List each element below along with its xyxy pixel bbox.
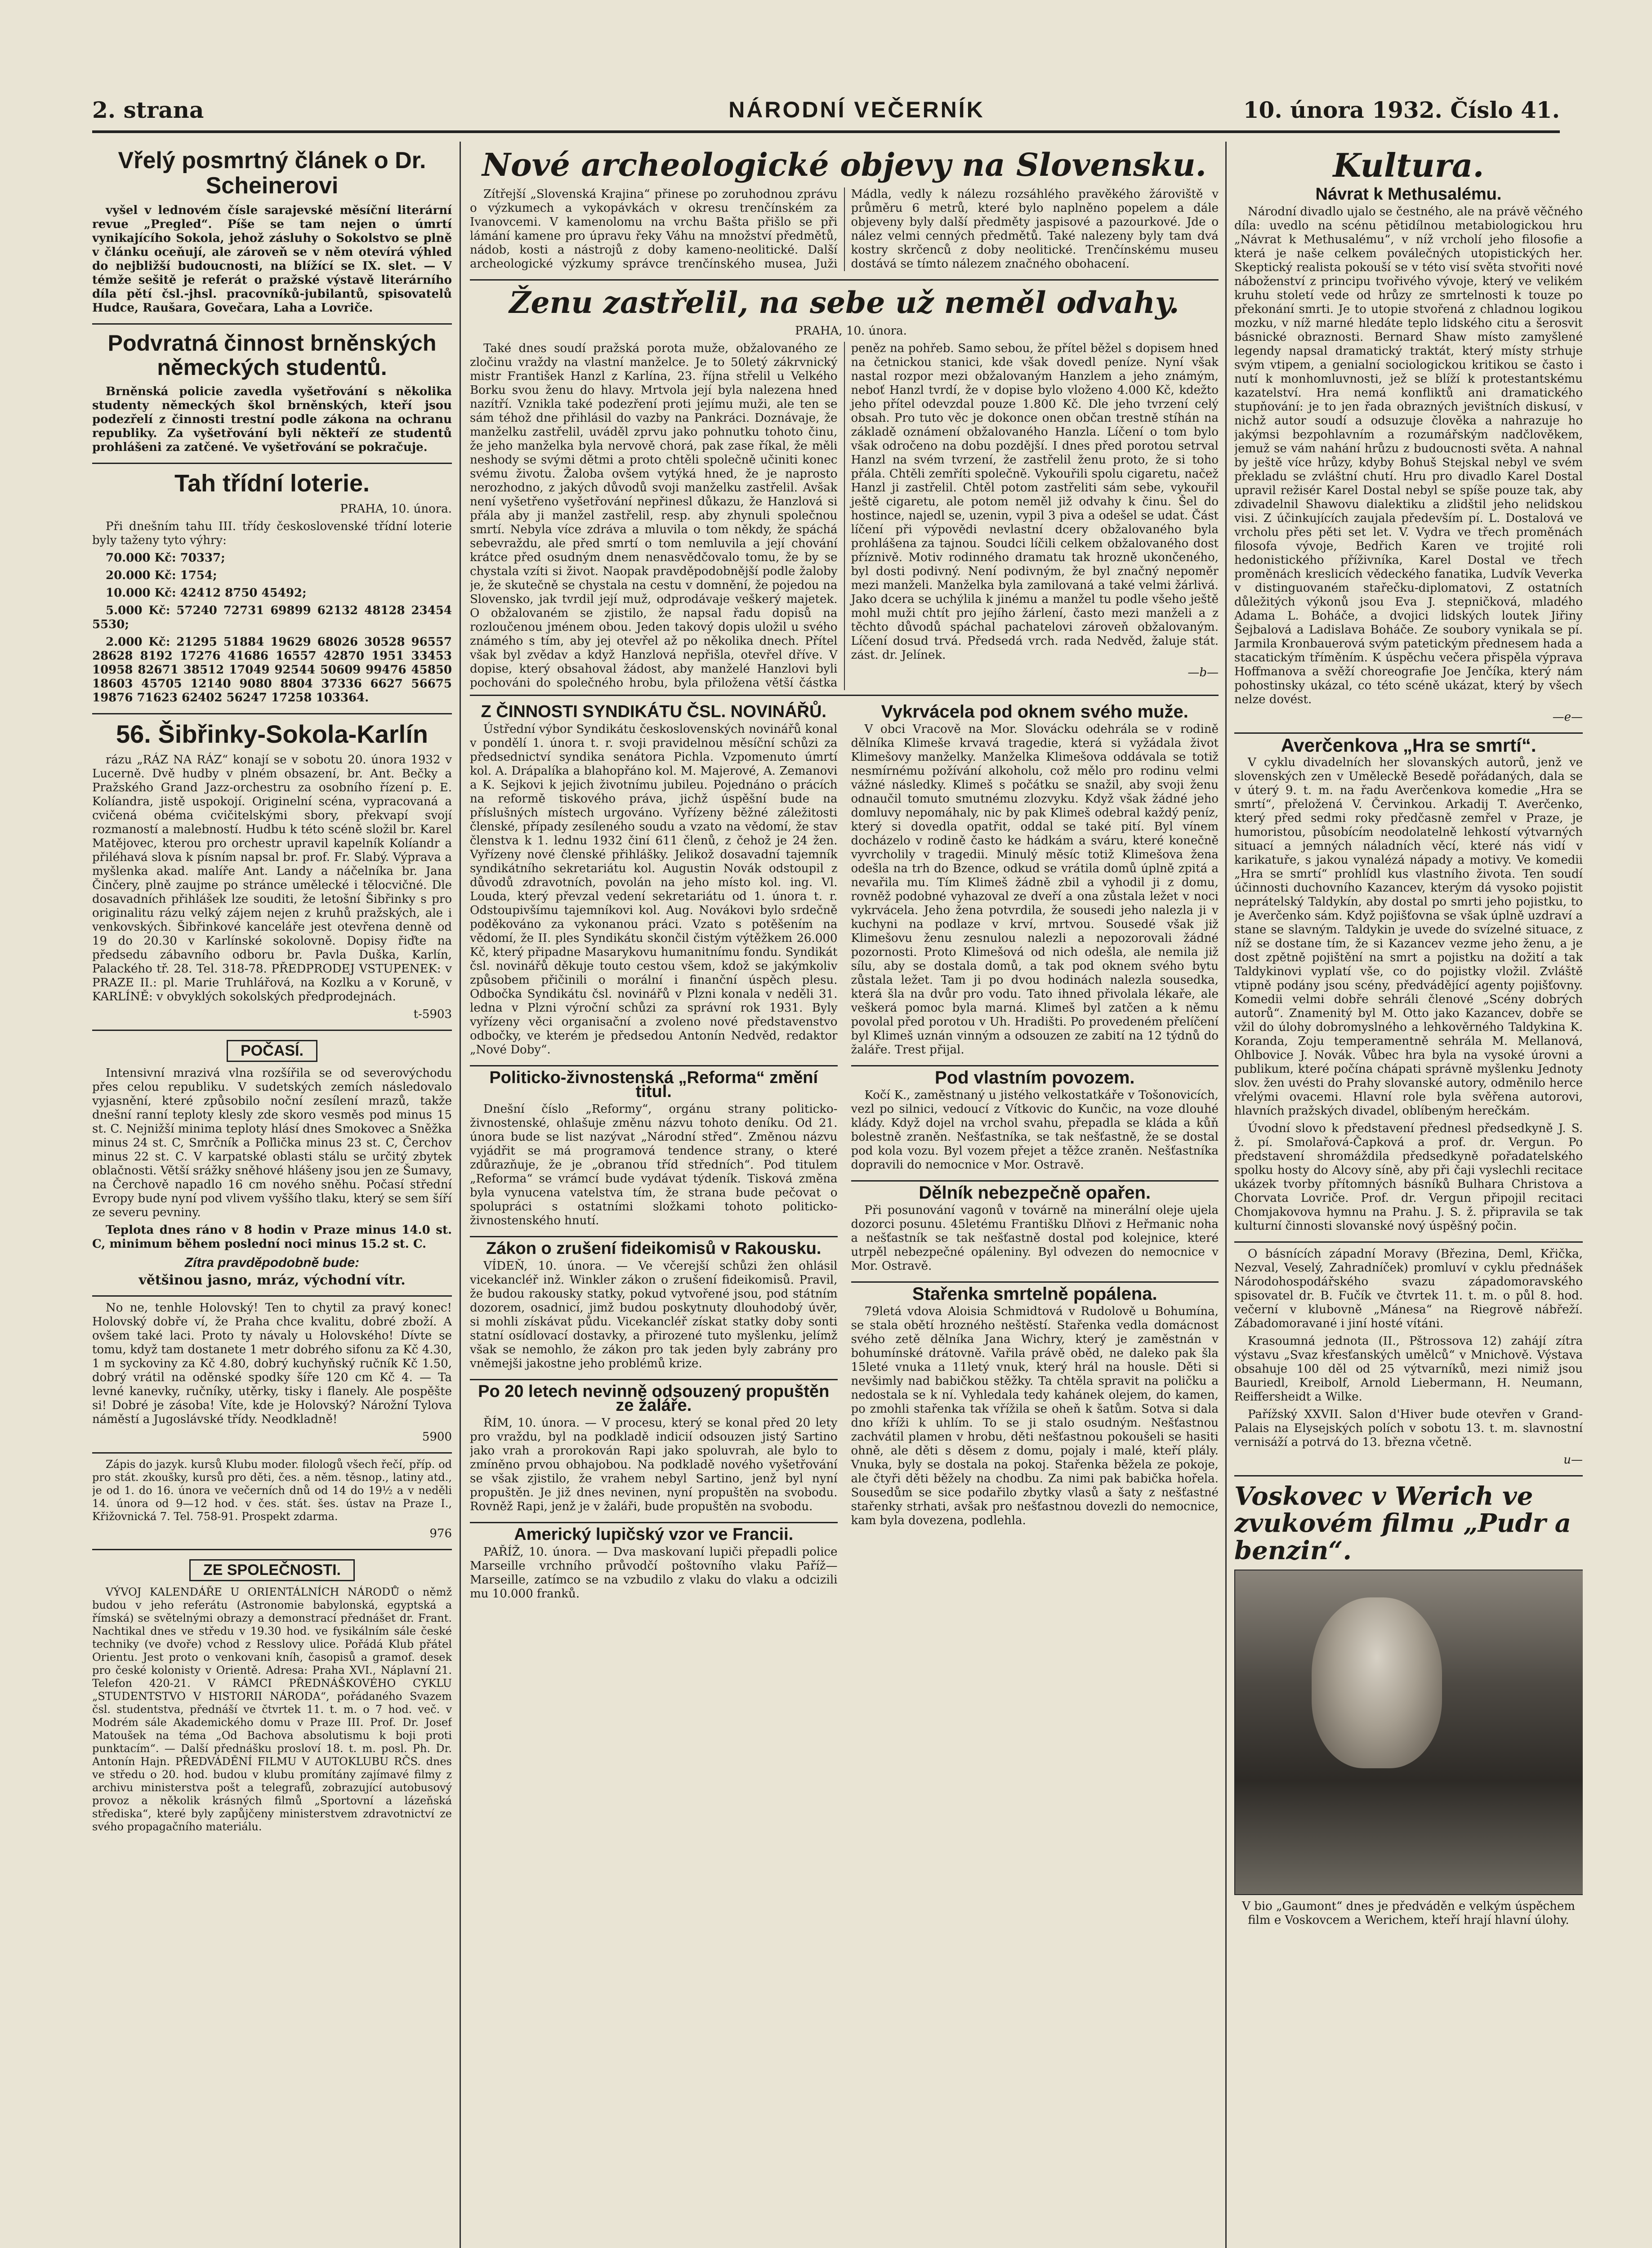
weather-temperature: Teplota dnes ráno v 8 hodin v Praze minus 14.0 st. C, minimum během poslední noci minus 15.2 st. C. [92,1223,452,1251]
photo-caption: V bio „Gaumont“ dnes je předváděn e velkým úspěchem film e Voskovcem a Werichem, kteří hrají hlavní úlohy. [1242,1900,1575,1927]
article-body: vyšel v lednovém čísle sarajevské měsíční literární revue „Pregled“. Píše se tam nejen o úmrtí vynikajícího Sokola, jehož zásluhy o Sokolstvo se plně v článku oceňují, ale zároveň se v něm otevírá výhled do nejbližší budoucnosti, na blížící se IX. slet. — V témže sešitě je referát o pražské výstavě literárního díla pětí čsl.-jhsl. pracovníků-jubilantů, spisovatelů Hudce, Raušara, Govečara, Laha a Lovriče. [92,204,452,315]
article-title: Americký lupičský vzor ve Francii. [514,1525,794,1544]
article-title: 56. Šibřinky-Sokola-Karlín [116,719,428,748]
film-title: Voskovec v Werich ve zvukovém filmu „Pudr a benzin“. [1234,1481,1572,1566]
lottery-line: 2.000 Kč: 21295 51884 19629 68026 30528 96557 28628 8192 17276 41686 16557 42870 1951 33453 10958 82671 38512 17049 92544 50609 99476 45850 18603 45705 12140 9080 8804 37336 6627 56675 19876 71623 62402 56247 17258 103364. [92,635,452,705]
ad-language-courses [92,1458,452,1550]
article-title: Tah třídní loterie. [174,470,370,497]
article-body: VÍDEŇ, 10. února. — Ve včerejší schůzi žen ohlásil vicekancléř inž. Winkler zákon o zrušení fideikomisů. Pravil, že budou rakousky statky, pokud vytvořené jsou, pod státním dozorem, osadnicí, jimž budou poskytnuty dlouhodobý úvěr, si mohli získávat půdu. Vicekancléř získat statky doby sonti statní osídlovací dostavky, a přirozené tuto myšlenku, jelímž však se nemohlo, že zákon pro tak jeden byly zabrány pro vněmejši jakostne jeho problémů krize. [470,1259,838,1370]
notice: Krasoumná jednota (II., Pštrossova 12) zahájí zítra výstavu „Svaz křesťanských umělců“ v Mnichově. Výstava obsahuje 100 děl od 25 výtvarníků, mezi nimiž jsou Bauriedl, Kreibolf, Arnold Liebermann, H. Neumann, Reiffersheidt a Wilke. [1234,1334,1583,1404]
ad-ref: 5900 [422,1430,452,1444]
column-center [470,142,1219,2248]
article-body: Úvodní slovo k představení přednesl předsedkyně J. S. ž. pí. Smolařová-Čapková a prof. dr. Vergun. Po představení shromáždila předsedkyně pořadatelského spolku hosty do Alcovy síně, aby při čaji vyslechli recitace ukázek tvorby přítomných básníků Bulhara Christova a Chorvata Lovriče. Prof. dr. Vergun připojil recitaci Chomjakovova hymnu na Prahu. J. S. ž. připravila se tak kulturní činnosti slovanské nový úspěšný počin. [1234,1121,1583,1233]
signature: —b— [1188,665,1219,679]
article-body: Brněnská policie zavedla vyšetřování s několika studenty německých škol brněnských, kteří jsou podezřelí z činnosti trestní podle zákona na ochranu republiky. Za vyšetřování byli někteří ze studentů prohlášeni za zatčené. Ve vyšetřování se pokračuje. [92,385,452,455]
article-body: Také dnes soudí pražská porota muže, obžalovaného ze zločinu vraždy na vlastní manželce. Je to 50letý zákrvnický mistr František Hanzl z Karlína, 23. října střelil u Velkého Borku svou ženu do hlavy. Mrtvola její byla nalezena hned nazítří. Vznikla také podezření proti jejímu muži, ale ten se sám téhož dne přihlásil do vazby na Pankráci. Doznávaje, že manželku zastřelil, uváděl zprvu jako pohnutku tohoto činu, že jeho manželka byla nervově chorá, pak zase říkal, že měli neshody se svými dětmi a proto chtěli společně učiniti konec svému životu. Žaloba ovšem vytýká hned, že je naprosto nerozhodno, z jakých důvodů svoji manželku zastřelil. Avšak není vyšetřeno vyšetřování nepřinesl důkazu, že Hanzlová si přála aby ji manžel zastřelil, resp. aby zhynuli společnou smrtí. Nebyla více zdráva a mluvila o tom někdy, že spáchá sebevraždu, ale před smrtí o tom nemluvila a její chování krátce před osudným dnem nenasvědčovalo tomu, že by se chystala vzíti si život. Naopak pravděpodobnější podle žaloby je, že skutečně se chystala na cestu v domnění, že pojedou na Slovensko, jak tvrdil její muž, odprodávaje veškerý majetek. O obžalovaném se zjistilo, že napsal řadu dopisů na rozloučenou jménem obou. Jeden takový dopis uložil u svého známého s tím, aby jej otevřel až po několika dnech. Přítel však byl zvědav a když Hanzlová nepřišla, otevřel dříve. V dopise, který obsahoval žádost, aby manželé Hanzlovi byli pochováni do společného hrobu, byla přiložena větší částka peněz na pohřeb. Samo sebou, že přítel běžel s dopisem hned na četnickou stanici, kde však dovedl peníze. Nyní však nastal rozpor mezi obžalovaným Hanzlem a jeho známým, neboť Hanzl tvrdí, že v dopise bylo vloženo 4.000 Kč, kdežto jeho přítel odevzdal pouze 1.800 Kč. Dle jeho tvrzení celý obsah. Pro tuto věc je dokonce onen občan trestně stíhán na základě oznámení obžalovaného Hanzla. Líčení o tom bylo však odročeno na dobu pozdější. I dnes před porotou setrval Hanzl na svém tvrzení, že zastřelil ženu proto, že si toho přála. Chtěli zemříti společně. Vykouřili spolu cigaretu, načež Hanzl ji zastřelil. Chtěl potom zastřeliti sám sebe, vykouřil ještě cigaretu, ale potom neměl již odvahy k činu. Šel do hostince, najedl se, uzenin, vypil 3 piva a odešel se udat. Část líčení při výpovědi nevlastní dcery obžalovaného byla prohlášena za tajnou. Soudci líčili celkem obžalovaného dost příznivě. Motiv rodinného dramatu tak hrozně ukončeného, byl dosti podivný. Není podivným, že byl značný nepoměr mezi manželi. Manželka byla zamilovaná a také velmi žárlivá. Jako dcera se uchýlila k jinému a manžel tu podle všeho ještě mohl muži chtít pro jejího žárlení, často mezi manželi a z těchto důvodů spáchal pachatelovi zároveň obžalovaným. Líčení dosud trvá. Předsedá vrch. rada Nedvěd, žaluje stát. zást. dr. Jelínek. [470,341,1219,690]
ad-ref: 976 [429,1527,452,1541]
culture-notices [1234,1247,1583,1476]
column-left [92,142,452,2248]
article-body: PAŘÍŽ, 10. února. — Dva maskovaní lupiči přepadli police Marseille vrchního průvodčí poštovního vlaku Paříž—Marseille, zatímco se na vzbudilo z vlaku do vlaku a odcizili mu 10.000 franků. [470,1545,838,1601]
forecast: většinou jasno, mráz, východní vítr. [138,1272,406,1289]
article-body: V cyklu divadelních her slovanských autorů, jenž ve slovenských zen v Uměleckě Besedě pořádaných, dala se v úterý 9. t. m. na řadu Averčenkova komedie „Hra se smrtí“, přeložená V. Červinkou. Arkadij T. Averčenko, který před sedmi roky předčasně zemřel v Praze, je humoristou, působícím neodolatelně lehkostí výtvarných situací a jemných náladních věcí, které nás vidí v karikatuře, s jakou vynalézá nápady a motivy. Ve komedii „Hra se smrtí“ prohlídl kus vlastního života. Ten soudí účinnosti duchovního Kazancev, kterým dá vysoko pojistit neprátelský Taldykín, aby dostal po smrti jeho pojistku, to je Averčenko sám. Když pojišťovna se však úplně uzdraví a stane se slavným. Taldykin je uvede do svízelné situace, z níž se dostane tím, že si Kazancev vezme jeho ženu, a je dost zpětně pojištění na smrt a pojistku na dožití a tak Taldykinovi vyplatí vše, co do pojistky vložil. Zvláště vtipně podány jsou scény, předvádějící agenty pojišťovny. Komedii velmi dobře sehráli členové „Scény dobrých autorů“. Znamenitý byl M. Otto jako Kazancev, dobře se vžil do úlohy dobromyslného a lehkověrného Taldykina K. Koranda, Zoju temperamentně sehrála M. Mellanová, Ohlbovice J. Novák. Vůbec hra byla na vysoké úrovni a publikum, které počína chápati správně myšlenku Jednoty slov. žen uvésti do Prahy slovanské autory, odměnilo herce vřelými ovacemi. Hlavní role byla svěřena autorovi, hlavních pražských divadel, oblíbeným herečkám. [1234,755,1583,1118]
lottery-line: 20.000 Kč: 1754; [106,568,217,582]
article-sibrinky [92,721,452,1031]
article-body: Ústřední výbor Syndikátu československých novinářů konal v pondělí 1. února t. r. svoji pravidelnou měsíční schůzi za předsednictví syndika senátora Pichla. Vzpomenuto úmrtí kol. A. Drápalíka a blahopřáno kol. M. Majerové, A. Zemanovi a K. Sejkovi k jejich životnímu jubileu. Pojednáno o prácích na reformě tiskového práva, jichž úspěšní bude na příslušných místech urgováno. Vyřízeny běžné záležitosti členské, případy zesíleného soudu a vzato na vědomí, že stav členstva k 1. lednu 1932 činí 611 členů, z čehož je 24 žen. Vyřízeny nové členské přihlášky. Jelikož dosavadní tajemník syndikátního sekretariátu kol. Augustin Novák odstoupil z důvodů zdravotních, povolán na jeho místo kol. ing. Vl. Louda, který převzal vedení sekretariátu od 1. února t. r. Odstoupivšímu tajemníkovi kol. Aug. Novákovi bylo srdečně poděkováno za vykonanou práci. Vzato s potěšením na vědomí, že II. ples Syndikátu skončil čistým výtěžkem 26.000 Kč, který připadne Masarykovu humanitnímu fondu. Syndikát čsl. novinářů děkuje touto cestou všem, kdož se jakýmkoliv způsobem přičinili o morální i finanční úspěch plesu. Odbočka Syndikátu čsl. novinářů v Plzni konala v neděli 31. ledna v Plzni výroční schůzi za správní rok 1931. Byly vyřízeny věci organisační a zvoleno nové představenstvo odbočky, ve kterém je předsedou Antonín Nedvěd, redaktor „Nové Doby“. [470,722,838,1057]
article-body: Kočí K., zaměstnaný u jistého velkostatkáře v Tošonovicích, vezl po silnici, vedoucí z Vítkovic do Kunčic, na voze dlouhé klády. Když dojel na vrchol svahu, přepadla se kláda a kůň bolestně zraněn. Nešťastníka, se tak nešťastně, že se dostal pod kola vozu. Byl vozem přejet a těžce zraněn. Nešťastníka dopravili do nemocnice v Mor. Ostravě. [851,1088,1219,1172]
signature: —e— [1552,710,1583,724]
lottery-line: 70.000 Kč: 70337; [106,551,225,565]
ad-body: No ne, tenhle Holovský! Ten to chytil za pravý konec! Holovský dobře ví, že Praha chce kvalitu, dobré zboží. A ovšem také laci. Proto ty návaly u Holovského! Dívte se tomu, když tam dostanete 1 metr dobrého sifonu za Kč 4.30, 1 m syckoviny za Kč 4.80, dobrý kuchyňský ručník Kč 1.50, dobrý vrátil na oděnské spodky šíře 120 cm Kč 4. — Ta levné kanevky, ručníky, utěrky, tisky i flanely. Ale pospěšte si! Dobré je zásoba! Víte, kde je Holovský? Nárožní Tylova náměstí a Jugoslávské třídy. Neodkladně! [92,1301,452,1427]
article-body: Při dnešním tahu III. třídy československé třídní loterie byly taženy tyto výhry: [92,519,452,547]
article-american [470,1525,838,1601]
notice: Pařížský XXVII. Salon d'Hiver bude otevřen v Grand-Palais na Elysejských polích v sobotu 13. t. m. slavnostní vernisáží a potrvá do 13. března včetně. [1234,1407,1583,1449]
article-title: Z ČINNOSTI SYNDIKÁTU ČSL. NOVINÁŘŮ. [481,702,826,721]
article-archeology [470,148,1219,281]
signature: u— [1563,1453,1583,1467]
article-body: Při posunování vagonů v továrně na minerální oleje ujela dozorci posunu. 45letému Františku Dlňovi z Heřmanic noha a nešťastník se tak nešťastně dostal pod kolejnice, které utrpěl nebezpečné opáleniny. Byl odvezen do nemocnice v Mor. Ostravě. [851,1203,1219,1273]
article-title: Averčenkova „Hra se smrtí“. [1281,734,1536,756]
page-number: 2. strana [92,97,204,123]
dateline: PRAHA, 10. února. [795,324,907,338]
article-title: Vykrvácela pod oknem svého muže. [881,701,1188,722]
forecast-heading: Zítra pravděpodobně bude: [184,1255,360,1271]
lottery-line: 5.000 Kč: 57240 72731 69899 62132 48128 23454 5530; [92,603,452,631]
article-title: Pod vlastním povozem. [934,1067,1135,1088]
weather-body: Intensivní mrazivá vlna rozšířila se od severovýchodu přes celou republiku. V sudetských zemích následovalo vyjasnění, které způsobilo noční zesílení mrazů, takže dnešní ranní teploty klesly zde skoro vesměs pod minus 15 st. C. Nejnižší minima teploty hlásí dnes Smokovec a Sněžka minus 24 st. C, Smrčník a Poľlička minus 23 st. C, Čerchov minus 22 st. C. V karpatské oblasti stálu se určitý zbytek oblačnosti. Větší srážky sněhové hlášeny jsou jen ze Šumavy, na Čerchově napadlo 16 cm nového sněhu. Počasí střední Evropy bude nyní pod vlivem vyššího tlaku, který se sem šíří ze severu pevniny. [92,1066,452,1220]
article-starenka [851,1284,1219,1528]
column-rule-1 [460,142,461,2248]
society-body: VÝVOJ KALENDÁŘE U ORIENTÁLNÍCH NÁRODŮ o němž budou v jeho referátu (Astronomie babylonská, egyptská a římská) se světelnými obrazy a demonstrací přednášet dr. Frant. Nachtikal dnes ve středu v 19.30 hod. ve fysikálním sále české techniky (ve dvoře) vchod z Resslovy ulice. Pořádá Klub přátel Orientu. Jest proto o venkovani kníh, časopisů a gramof. desek pro české kolonisty v Orientě. Adresa: Praha XVI., Náplavní 21. Telefon 420-21. V RÁMCI PŘEDNÁŠKOVÉHO CYKLU „STUDENTSTVO V HISTORII NÁRODA“, pořádaného Svazem čsl. studentstva, přednáší ve čtvrtek 11. t. m. o 7 hod. več. v Modrém sále Akademického domu v Praze III. Prof. Dr. Josef Matoušek na téma „Od Bachova absolutismu k boji proti punktacím“. — Další přednášku prosloví 18. t. m. posl. Ph. Dr. Antonín Hajn. PŘEDVÁDĚNÍ FILMU V AUTOKLUBU RČS. dnes ve středu o 20. hod. budou v klubu promítány zajímavé filmy z archivu ministerstva pošt a telegrafů, zobrazující autobusový provoz a několik krásných filmů „Sportovní a lázeňská střediska“, které byly zapůjčeny ministerstvem zdravotnictví ze svého propagačního materiálu. [92,1586,452,1833]
article-title: Vřelý posmrtný článek o Dr. Scheinerovi [118,147,426,199]
article-delnik [851,1182,1219,1283]
article-body: Dnešní číslo „Reformy“, orgánu strany politicko-živnostenské, ohlašuje změnu názvu tohoto deníku. Od 21. února bude se list nazývat „Národní střed“. Změnou názvu vyjádřit se má programová tendence strany, o které zdůrazňuje, že je „obranou tříd středních“. Pod titulem „Reforma“ se vrámcí bude vydávat týdeník. Tisková změna byla vynucena vatelstva tím, že strana bude pečovat o spolupráci s ostatními složkami tohoto politicko-živnostenského hnutí. [470,1102,838,1227]
article-methusalem [1234,184,1583,734]
dateline: PRAHA, 10. února. [340,502,452,516]
article-title: Politicko-živnostenská „Reforma“ změní titul. [489,1068,818,1101]
article-body: Národní divadlo ujalo se čestného, ale na právě věčného díla: uvedlo na scénu pětidílnou metabiologickou hru „Návrat k Methusalému“, v níž vrcholí jeho filosofie a která je naše celkem poválečných utopistických her. Skeptický realista pokouší se v této visí světa stvořiti nové náboženství z principu tvořivého vývoje, který ve velikém kruhu století vede od hrůzy ze smrtelnosti k touze po překonání smrti. Je to utopie stvořená z chladnou logikou mozku, v níž marné hledáte teplo lidského citu a šerosvit básnické obraznosti. Bernard Shaw místo zamyšlené legendy napsal dramatický traktát, který místy strhuje svým vtipem, a genialní sociologickou kritikou se často i nutí k monhomluvnosti, jež se blíží k protestantskému kazatelství. Hra nemá konfliktů ani dramatického stupňování: je to jen řada obrazných jevištních diskusí, v nichž autor soudí a odsuzuje člověka a nahrazuje ho jakýmsi bezpohlavním a rozumářským nadčlověkem, jemuž se vám nahání hrůzu z budoucnosti světa. A nahnal by ještě více hrůzy, kdyby Bohuš Stejskal nebyl ve svém překladu se zvláštní chutí. Hru pro divadlo Karel Dostal upravil režisér Karel Dostal nebyl se spíše pouze tak, aby zdivadelnil Shawovu dialektiku a zlidštil jeho nelidskou visi. Z účinkujících zaujala především pí. L. Dostalová ve vrcholu přes pěti set let. V. Vydra ve třech proměnách filosofa vývoje, Bedřich Karen ve trojité roli hedonistického příživníka, Karel Dostal ve třech proměnách kreslicích vědeckého fanatika, Ludvík Veverka v distinguovaném stařečku-diplomatovi, Z ostatních důležitých výkonů jsou Eva J. stepničková, mladého Adama L. Boháče, a dvojici lidských loutek Jiřiny Šejbalová a Ladislava Boháče. Ze soubory vynikala se pí. Jarmila Kronbauerová svým patetickým přednesem hada a stacatickým tříměním. K úspěchu večera přispěla výprava Hoffmanova a svěží choreografie Joe Jenčíka, který nám pohostinsky ukázal, co této scéně ukázat, který by všech nelze dovést. [1234,205,1583,706]
article-title: Zákon o zrušení fideikomisů v Rakousku. [486,1239,822,1258]
article-title: Ženu zastřelil, na sebe už neměl odvahy. [509,285,1179,320]
center-lower-right [851,700,1219,1605]
film-feature [1234,1483,1583,1927]
article-body: rázu „RÁZ NA RÁZ“ konají se v sobotu 20. února 1932 v Lucerně. Dvě hudby v plném obsazení, br. Ant. Bečky a Pražského Grand Jazz-orchestru za osobního řízení p. E. Kolíandra, jistě uspokojí. Originelní scéna, vypracovaná a cvičená obéma cvičitelskými sbory, překvapí svojí rozmaností a malebností. Hudbu k této scéně složil br. Karel Matějovec, kterou pro orchestr upravil kapelník Kolíandr a přiléhavá slova k písním napsal br. prof. Fr. Slabý. Výprava a myšlenka akad. malíře Ant. Landy a náčelníka br. Jana Činčery, plně zaujme po stránce umělecké i tělocvičné. Dle dosavadních přihlášek lze souditi, že letošní Šibřinky s pro originalitu rázu velký zájem nejen z kruhů pražských, ale i venkovských. Šibřinkové kanceláře jest otevřena denně od 19 do 20.30 v Karlínské sokolovně. Dopisy řiďte na předsedu zábavního odboru br. Pavla Duška, Karlín, Palackého tř. 28. Tel. 318-78. PŘEDPRODEJ VSTUPENEK: v PRAZE II.: pl. Marie Truhlářová, na Kozlku a v Koruně, v KARLÍNĚ: v obvyklých sokolských předprodejnách. [92,753,452,1004]
article-title: Podvratná činnost brněnských německých studentů. [107,330,437,380]
society-heading: ZE SPOLEČNOSTI. [189,1559,355,1581]
article-title: Nové archeologické objevy na Slovensku. [482,146,1207,183]
article-title: Dělník nebezpečně opařen. [919,1182,1151,1203]
lottery-line: 10.000 Kč: 42412 8750 45492; [106,586,307,600]
issue-date: 10. února 1932. Číslo 41. [1243,97,1560,123]
article-title: Po 20 letech nevinně odsouzený propuštěn ze žaláře. [478,1382,830,1415]
ad-ref: t-5903 [413,1008,452,1021]
article-lottery [92,470,452,714]
column-rule-2 [1225,142,1227,2248]
article-body: ŘÍM, 10. února. — V procesu, který se konal před 20 lety pro vraždu, byl na podkladě indicií odsouzen jistý Sartino jako vrah a prorokován Rapi jako spoluvrah, ale bylo to zmíněno prvou obhajobou. Na podkladě nového vyšetřování se však zjistilo, že vrahem nebyl Sartino, jenž byl nyní propuštěn. Je již dnes nevinen, nyní propuštěn na svobodu. Rovněž Rapi, jenž je v žaláři, bude propuštěn na svobodu. [470,1416,838,1513]
weather-section [92,1035,452,1297]
masthead [92,88,1560,133]
article-sartino [470,1382,838,1523]
article-body: 79letá vdova Aloisia Schmidtová v Rudolově u Bohumína, se stala obětí hrozného neštěstí. Stařenka vedla domácnost svého zetě dělníka Jana Wichry, který je zaměstnán v bohumínské drátovně. Vařila právě oběd, ne daleko pak šla 15leté vnuka a 11letý vnuk, který hrál na housle. Děti si nevšimly nad babičkou stěžky. Ta chtěla spravit na poličku a nedostala se k ní. Vyhledala tedy kahánek olejem, do kamen, po zmohli stařenka tak vřížila se oheň k šatům. Sotva si dala dno kříži k uhlím. To se ji stalo osudným. Nešťastnou zachvátil plamen v hrobu, děti nešťastnou pokoušeli se hasiti ohně, ale děti s děsem z domu, pojaly i malé, kteří plály. Vnuka, byly se dostala na pokoj. Stařenka běžela ze pokoje, ale čtyři děti běžely na chodbu. Za nimi pak babička hořela. Sousedům se sice podařilo zbytky vlasů a šaty z nešťastné stařenky strhati, avšak pro nešťastnou dovezli do nemocnice, kam byla dovezena, podlehla. [851,1304,1219,1527]
article-title: Návrat k Methusalému. [1315,184,1502,204]
article-averchenko [1234,734,1583,1243]
article-students [92,331,452,464]
article-fideikomis [470,1239,838,1380]
center-lower-left [470,700,838,1605]
ad-body: Zápis do jazyk. kursů Klubu moder. filologů všech řečí, příp. od pro stát. zkoušky, kursů pro děti, čes. a něm. těsnop., latiny atd., je od 1. do 16. února ve večerních dnů od 14 do 19½ a v neděli 14. února od 9—12 hod. v čes. stát. šes. ústav na Praze I., Křižovnická 7. Tel. 758-91. Prospekt zdarma. [92,1458,452,1523]
article-scheiner [92,148,452,325]
newspaper-title: NÁRODNÍ VEČERNÍK [728,97,985,122]
weather-heading: POČASÍ. [227,1040,317,1062]
article-title: Stařenka smrtelně popálena. [912,1284,1157,1304]
culture-heading: Kultura. [1333,146,1484,184]
ad-holovsky [92,1301,452,1454]
article-reforma [470,1068,838,1237]
column-right [1234,142,1583,2248]
article-vykrvacela [851,701,1219,1066]
society-section [92,1555,452,1833]
article-body: Zítřejší „Slovenská Krajina“ přinese po zoruhodnou zprávu o výzkumech a vykopávkách v okresu trenčínském za Ivanovcemi. V kamenolomu na vrchu Bašta přišlo se při lámání kamene pro úpravu řeky Váhu na množství předmětů, nádob, kosti a nástrojů z doby kameno-neolitické. Další archeologické výzkumy správce trenčínského musea, Juži Mádla, vedly k nálezu rozsáhlého pravěkého žároviště v průměru 6 metrů, které bylo naplněno popelem a dále objeveny byly další předměty jaspisové a pazourkové. Jde o nález velmi cenných předmětů. Také nalezeny byly tam dvá kostry skrčenců z doby neolitické. Trenčínskému museu dostává se tímto nálezem značného obohacení. [470,187,1219,271]
notice: O básnících západní Moravy (Březina, Deml, Křička, Nezval, Veselý, Zahradníček) promluví v cyklu přednášek Národohospodářského svazu západomoravského spisovatel dr. B. Fučík ve čtvrtek 11. t. m. o půl 8. hod. večerní v klubovně „Mánesa“ na Riegrově nábřeží. Zábadomoravané i jiní hosté vítáni. [1234,1247,1583,1330]
center-lower-grid [470,700,1219,1605]
article-body: V obci Vracově na Mor. Slovácku odehrála se v rodině dělníka Klimeše krvavá tragedie, která si vyžádala život Klimešovy manželky. Manželka Klimešova oddávala se totiž nesmírnému požívání alkoholu, což mělo pro rodinu velmi vážné následky. Klimeš s počátku se snažil, aby svoji ženu odnaučil tomuto smutnému zlozvyku. Když však žádné jeho domluvy nepomáhaly, nic by pak Klimeš odebral každý peníz, který si dovedla opatřit, oddal se také pití. Byl vínem docházelo v rodině často ke hádkám a sváru, které konečně vyvrcholily v tragedii. Minulý měsíc totiž Klimešova žena odešla na trh do Bzence, odkud se vrátila domů úplně zpitá a nevařila mu. Tím Klimeš žádně zbil a vyhodil ji z domu, rovněž podobné vyhazoval ze dveří a ona zůstala ležet v noci vykrvácela. Jeho žena potvrdila, že sousedi jeho nalezla ji v kuchyni na podlaze v krví, mrtvou. Sousedé však již Klimešovu ženu zesnulou nalezli a nepozorovali žádné pozornosti. Proto Klimešová od nich odešla, ale nemila již sílu, aby se dostala domů, a tak pod oknem svého bytu zůstala ležet. Tam ji po dvou hodinách nalezla sousedka, která šla na dvůr pro vodu. Tato ihned přivolala lékaře, ale veškerá pomoc byla marná. Klimeš byl zatčen a k němu povolal před porotou v Uh. Hradišti. Po provedeném přelíčení byl Klimeš uznán vinným a odsouzen ze zabití na 12 týdnů do žaláře. Trest přijal. [851,722,1219,1057]
article-hanzl [470,287,1219,696]
article-syndicate [470,702,838,1066]
film-still-photo [1234,1570,1583,1895]
article-povoz [851,1067,1219,1182]
